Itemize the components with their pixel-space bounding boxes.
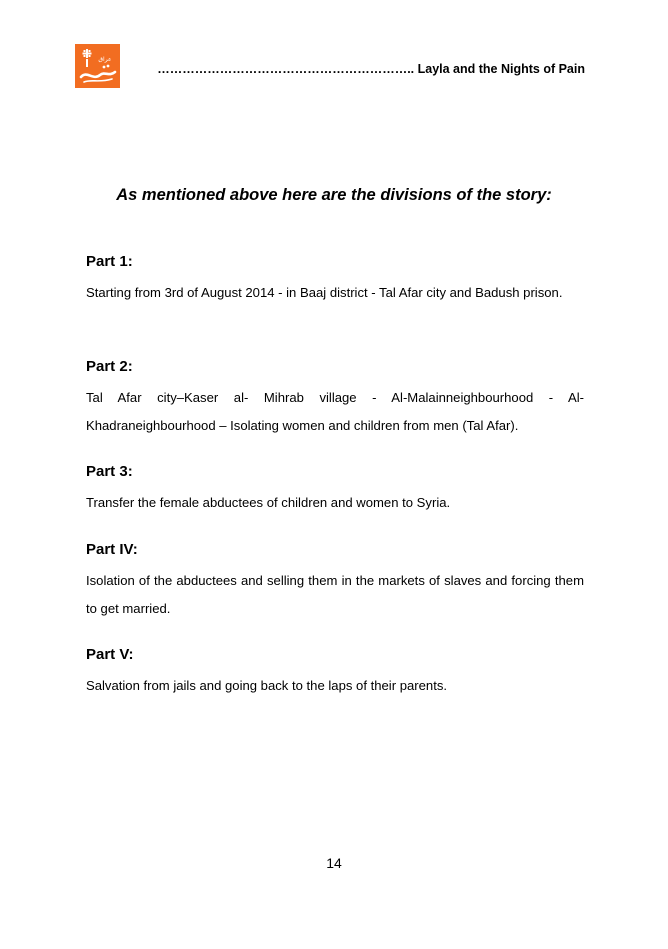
- part-2-text: Tal Afar city–Kaser al- Mihrab village - Al-Malainneighbourhood - Al-Khadraneighbourhood – Isolating women and children from men (Tal Afar).: [86, 390, 584, 433]
- publisher-logo-icon: [75, 44, 120, 88]
- logo-mark-icon: [75, 44, 120, 88]
- part-5-heading: Part V:: [86, 646, 134, 663]
- part-3-heading: Part 3:: [86, 463, 133, 480]
- logo-mark-text: عراق: [98, 56, 112, 63]
- part-5-text: Salvation from jails and going back to the laps of their parents.: [86, 678, 448, 693]
- part-4-heading: Part IV:: [86, 541, 138, 558]
- page-number: 14: [326, 855, 342, 871]
- page-heading: As mentioned above here are the divisions of the story:: [116, 186, 552, 204]
- part-4-text: Isolation of the abductees and selling them in the markets of slaves and forcing them to get married.: [86, 573, 584, 616]
- part-3-text: Transfer the female abductees of children and women to Syria.: [86, 495, 451, 510]
- part-1-heading: Part 1:: [86, 253, 133, 270]
- running-header: …………………………………………………….. Layla and the Nights of Pain: [157, 62, 585, 76]
- part-1-text: Starting from 3rd of August 2014 - in Baaj district - Tal Afar city and Badush prison.: [86, 285, 563, 300]
- part-2-heading: Part 2:: [86, 358, 133, 375]
